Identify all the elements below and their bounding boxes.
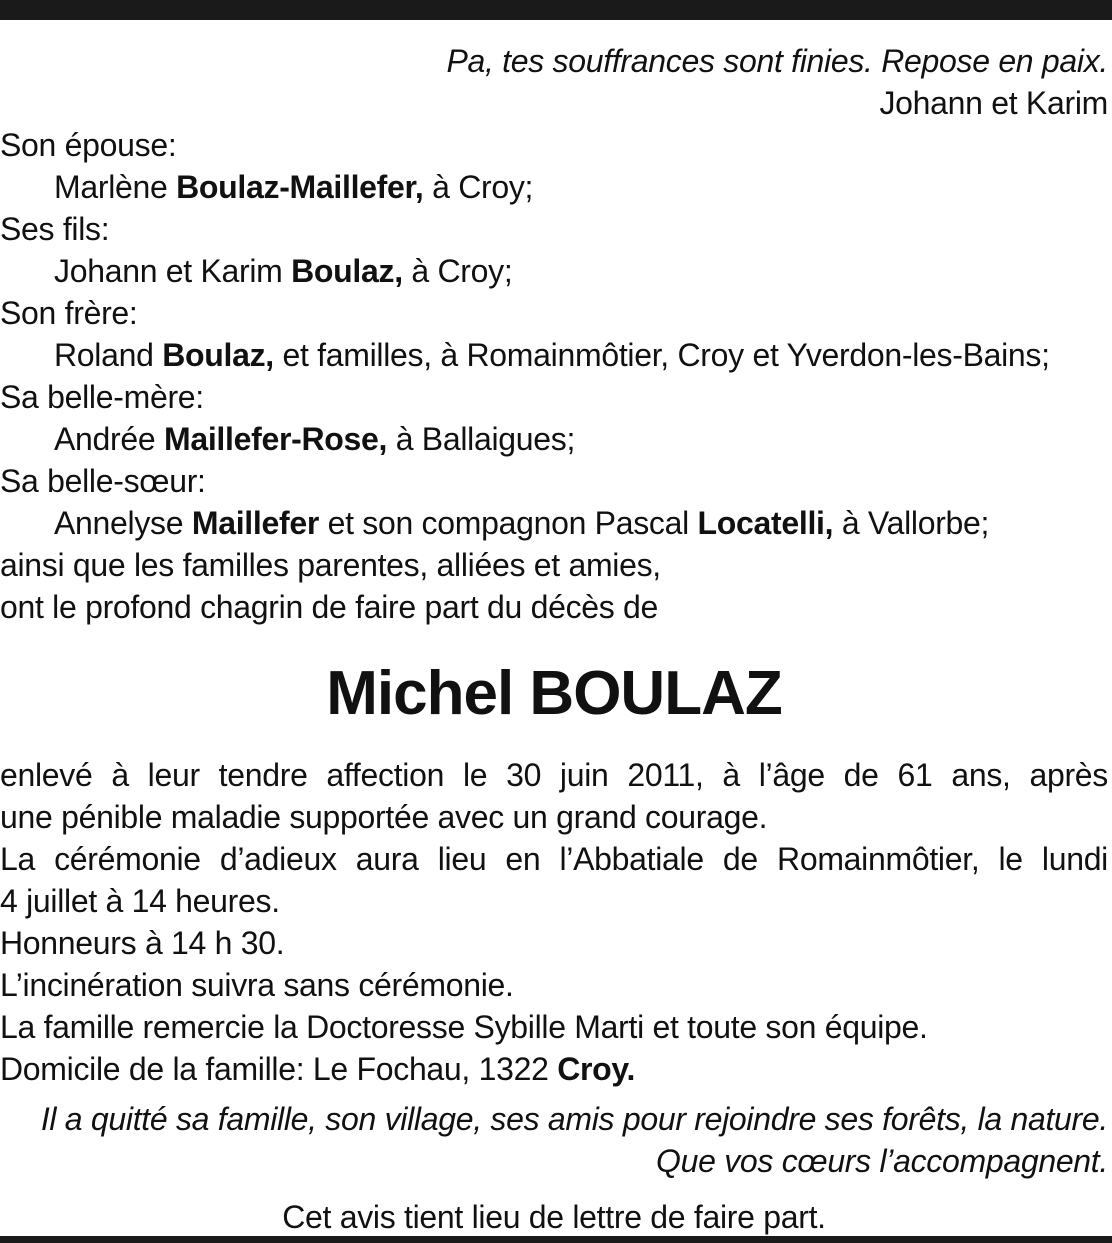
- sister-in-law-mid: et son compagnon Pascal: [327, 505, 689, 541]
- mother-in-law-label: Sa belle-mère:: [0, 379, 204, 415]
- notice-line: Cet avis tient lieu de lettre de faire part.: [282, 1199, 826, 1235]
- spouse-first: Marlène: [54, 169, 168, 205]
- body-line-3: La cérémonie d’adieux aura lieu en l’Abbatiale de Romainmôtier, le lundi: [0, 841, 1108, 877]
- brother-label: Son frère:: [0, 295, 138, 331]
- spouse-place: à Croy;: [432, 169, 534, 205]
- mother-in-law-last: Maillefer-Rose,: [163, 421, 388, 457]
- body-line-7: La famille remercie la Doctoresse Sybille Marti et toute son équipe.: [0, 1009, 928, 1045]
- sons-last: Boulaz,: [291, 253, 403, 289]
- body-line-6: L’incinération suivra sans cérémonie.: [0, 967, 514, 1003]
- partner-last: Locatelli,: [697, 505, 834, 541]
- bottom-rule: [0, 1236, 1112, 1243]
- brother-place: et familles, à Romainmôtier, Croy et Yverdon-les-Bains;: [282, 337, 1050, 373]
- domicile-prefix: Domicile de la famille: Le Fochau, 1322: [0, 1051, 549, 1087]
- closing-quote-line-2: Que vos cœurs l’accompagnent.: [656, 1143, 1108, 1179]
- sister-in-law-first: Annelyse: [54, 505, 184, 541]
- mother-in-law-place: à Ballaigues;: [395, 421, 576, 457]
- body-line-5: Honneurs à 14 h 30.: [0, 925, 285, 961]
- sister-in-law-last: Maillefer: [191, 505, 319, 541]
- body-line-1: enlevé à leur tendre affection le 30 juin 2011, à l’âge de 61 ans, après: [0, 757, 1108, 793]
- sons-first: Johann et Karim: [54, 253, 283, 289]
- brother-first: Roland: [54, 337, 154, 373]
- epigraph-quote: Pa, tes souffrances sont finies. Repose en paix.: [446, 43, 1108, 79]
- partner-place: à Vallorbe;: [841, 505, 990, 541]
- spouse-label: Son épouse:: [0, 127, 177, 163]
- sons-place: à Croy;: [411, 253, 513, 289]
- epigraph-signature: Johann et Karim: [879, 85, 1108, 121]
- brother-line: [0, 334, 1108, 376]
- mother-in-law-line: [0, 418, 1108, 460]
- sister-in-law-label: Sa belle-sœur:: [0, 463, 206, 499]
- domicile-line: [0, 1048, 1108, 1090]
- closing-family-line-2: ont le profond chagrin de faire part du décès de: [0, 589, 659, 625]
- sons-label: Ses fils:: [0, 211, 110, 247]
- mother-in-law-first: Andrée: [54, 421, 156, 457]
- body-line-4: 4 juillet à 14 heures.: [0, 883, 280, 919]
- spouse-last: Boulaz-Maillefer,: [176, 169, 424, 205]
- closing-family-line-1: ainsi que les familles parentes, alliées et amies,: [0, 547, 661, 583]
- sister-in-law-line: [0, 502, 1108, 544]
- deceased-name: Michel BOULAZ: [326, 659, 782, 728]
- sons-line: [0, 250, 1108, 292]
- closing-quote-line-1: Il a quitté sa famille, son village, ses amis pour rejoindre ses forêts, la nature.: [40, 1101, 1108, 1137]
- spouse-line: [0, 166, 1108, 208]
- top-rule: [0, 0, 1112, 20]
- brother-last: Boulaz,: [162, 337, 274, 373]
- obituary-notice: [0, 40, 1108, 1238]
- body-line-2: une pénible maladie supportée avec un grand courage.: [0, 799, 768, 835]
- domicile-town: Croy.: [557, 1051, 636, 1087]
